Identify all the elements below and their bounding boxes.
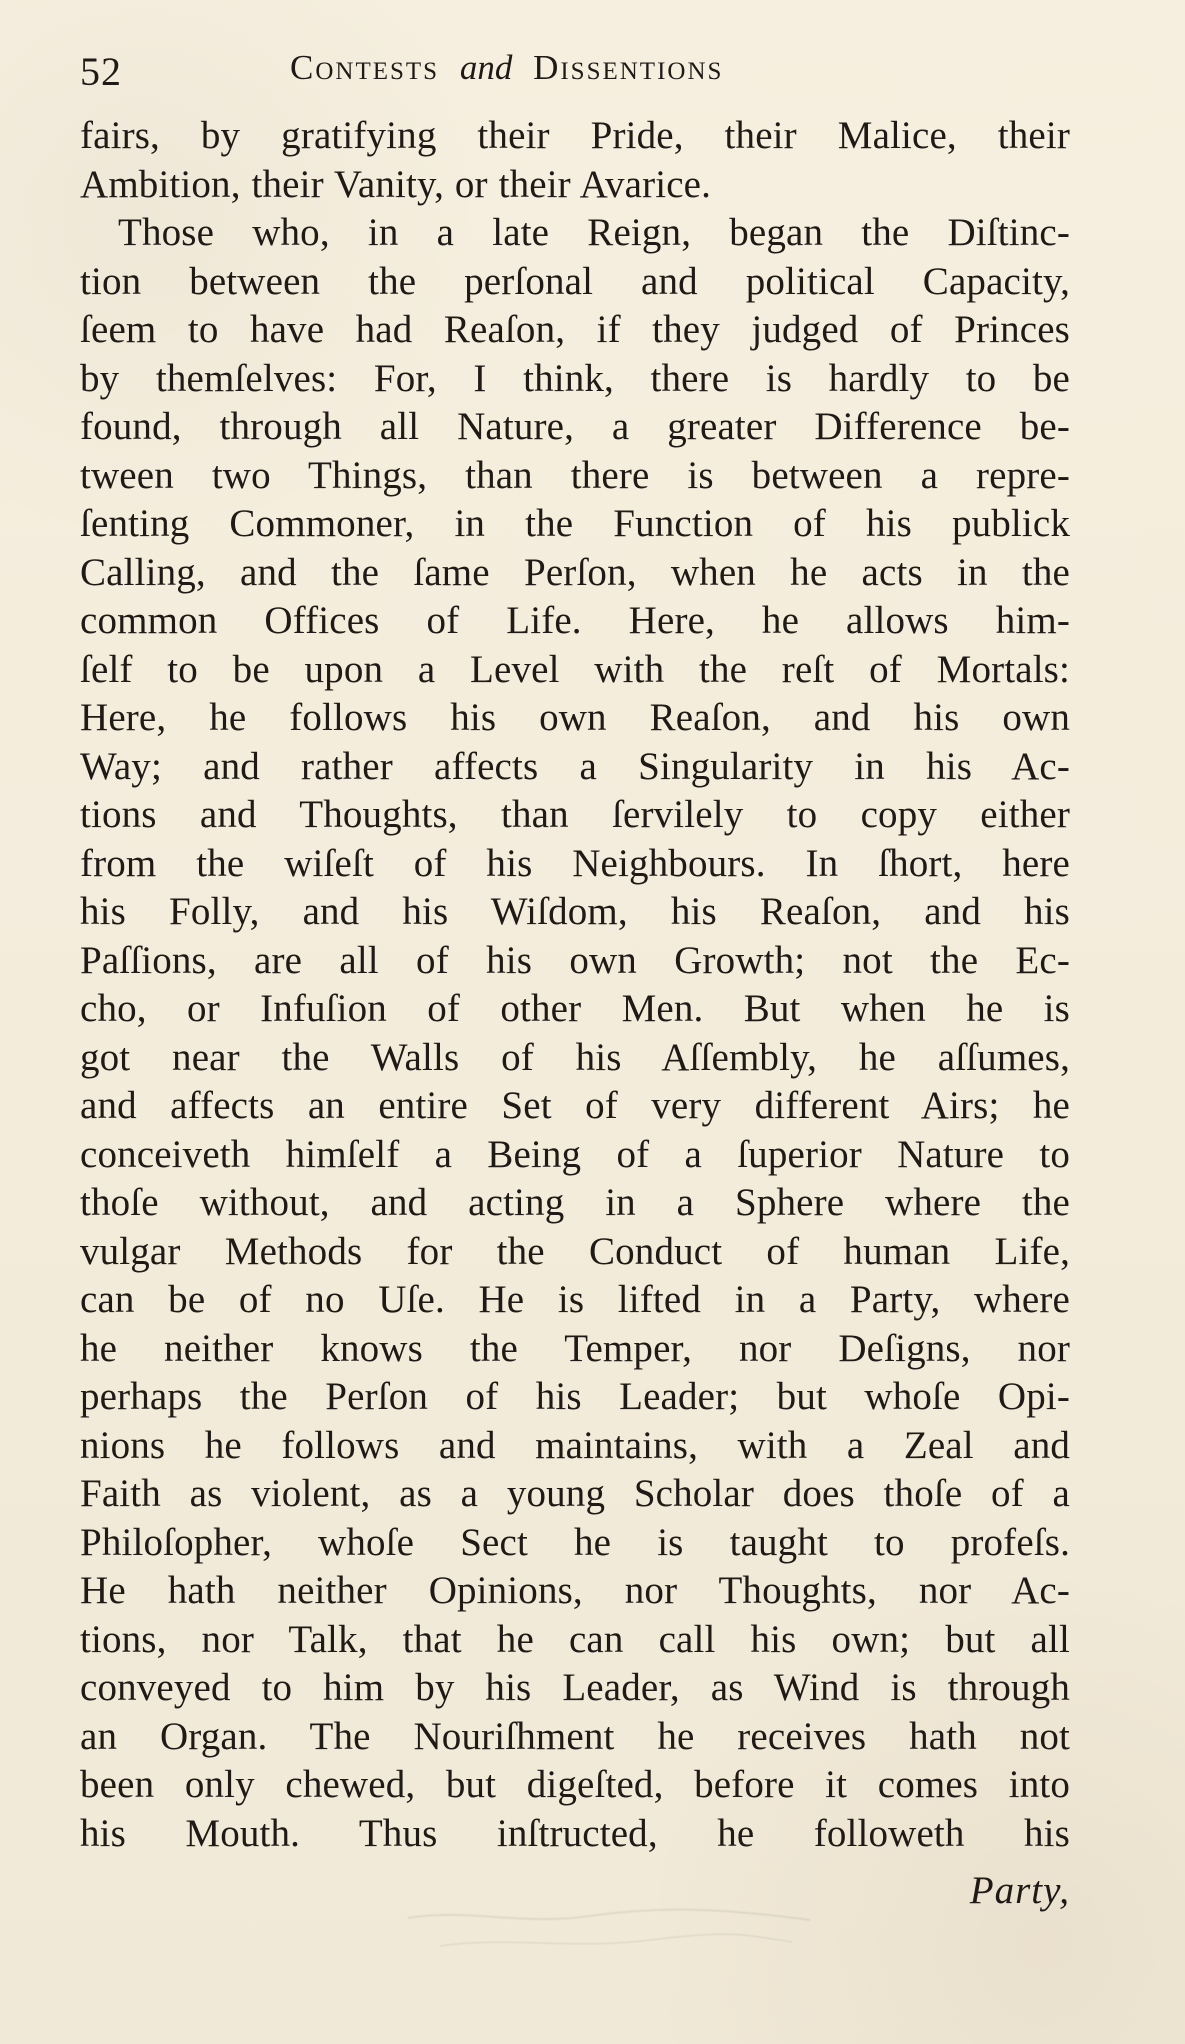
body-line: nions he follows and maintains, with a Zeal and [80,1423,1070,1467]
running-head-word-2: Dissentions [533,48,724,87]
body-line: tween two Things, than there is between a repre- [80,453,1070,497]
body-line: by themſelves: For, I think, there is hardly to be [80,356,1070,400]
body-line: Here, he follows his own Reaſon, and his own [80,696,1070,739]
page-number: 52 [80,49,122,94]
running-head [290,48,723,88]
body-line: Ambition, their Vanity, or their Avarice. [80,162,712,206]
body-line: Those who, in a late Reign, began the Diſtinc- [118,211,1070,254]
running-head-word-1: Contests [290,48,440,87]
body-line: conveyed to him by his Leader, as Wind is through [80,1666,1070,1709]
body-line: his Mouth. Thus inſtructed, he followeth his [80,1811,1070,1855]
catchword: Party, [969,1869,1070,1912]
body-line: vulgar Methods for the Conduct of human Life, [80,1229,1070,1273]
show-through-texture [400,1890,820,1970]
body-line: been only chewed, but digeſted, before it comes into [80,1763,1070,1806]
body-line: thoſe without, and acting in a Sphere where the [80,1181,1070,1224]
body-line: common Offices of Life. Here, he allows him- [80,599,1070,642]
body-line: tion between the perſonal and political Capacity, [80,259,1070,303]
body-line: Calling, and the ſame Perſon, when he acts in the [80,550,1070,594]
body-line: an Organ. The Nouriſhment he receives hath not [80,1714,1070,1758]
running-head-joiner: and [459,48,513,87]
body-line: tions and Thoughts, than ſervilely to copy either [80,793,1070,836]
body-line: tions, nor Talk, that he can call his own; but all [80,1617,1070,1661]
body-line: perhaps the Perſon of his Leader; but whoſe Opi- [80,1375,1070,1418]
body-line: ſelf to be upon a Level with the reſt of Mortals: [80,647,1070,691]
body-line: fairs, by gratifying their Pride, their Malice, their [80,114,1070,157]
body-line: He hath neither Opinions, nor Thoughts, nor Ac- [80,1569,1070,1612]
body-line: cho, or Infuſion of other Men. But when he is [80,987,1070,1030]
body-line: got near the Walls of his Aſſembly, he aſſumes, [80,1035,1070,1079]
body-line: from the wiſeſt of his Neighbours. In ſhort, here [80,841,1070,885]
body-line: he neither knows the Temper, nor Deſigns, nor [80,1326,1070,1370]
body-line: Paſſions, are all of his own Growth; not the Ec- [80,938,1070,982]
body-line: Way; and rather affects a Singularity in his Ac- [80,744,1070,788]
body-line: ſenting Commoner, in the Function of his publick [80,502,1070,545]
body-line: Philoſopher, whoſe Sect he is taught to profeſs. [80,1520,1070,1564]
body-line: ſeem to have had Reaſon, if they judged of Princes [80,308,1070,351]
page-header [80,48,1105,108]
body-line: can be of no Uſe. He is lifted in a Party, where [80,1278,1070,1321]
body-line: Faith as violent, as a young Scholar does thoſe of a [80,1472,1070,1515]
body-line: his Folly, and his Wiſdom, his Reaſon, and his [80,890,1070,933]
body-text [80,112,1070,1858]
body-line: and affects an entire Set of very different Airs; he [80,1084,1070,1127]
body-line: conceiveth himſelf a Being of a ſuperior Nature to [80,1132,1070,1176]
body-line: found, through all Nature, a greater Difference be- [80,405,1070,448]
